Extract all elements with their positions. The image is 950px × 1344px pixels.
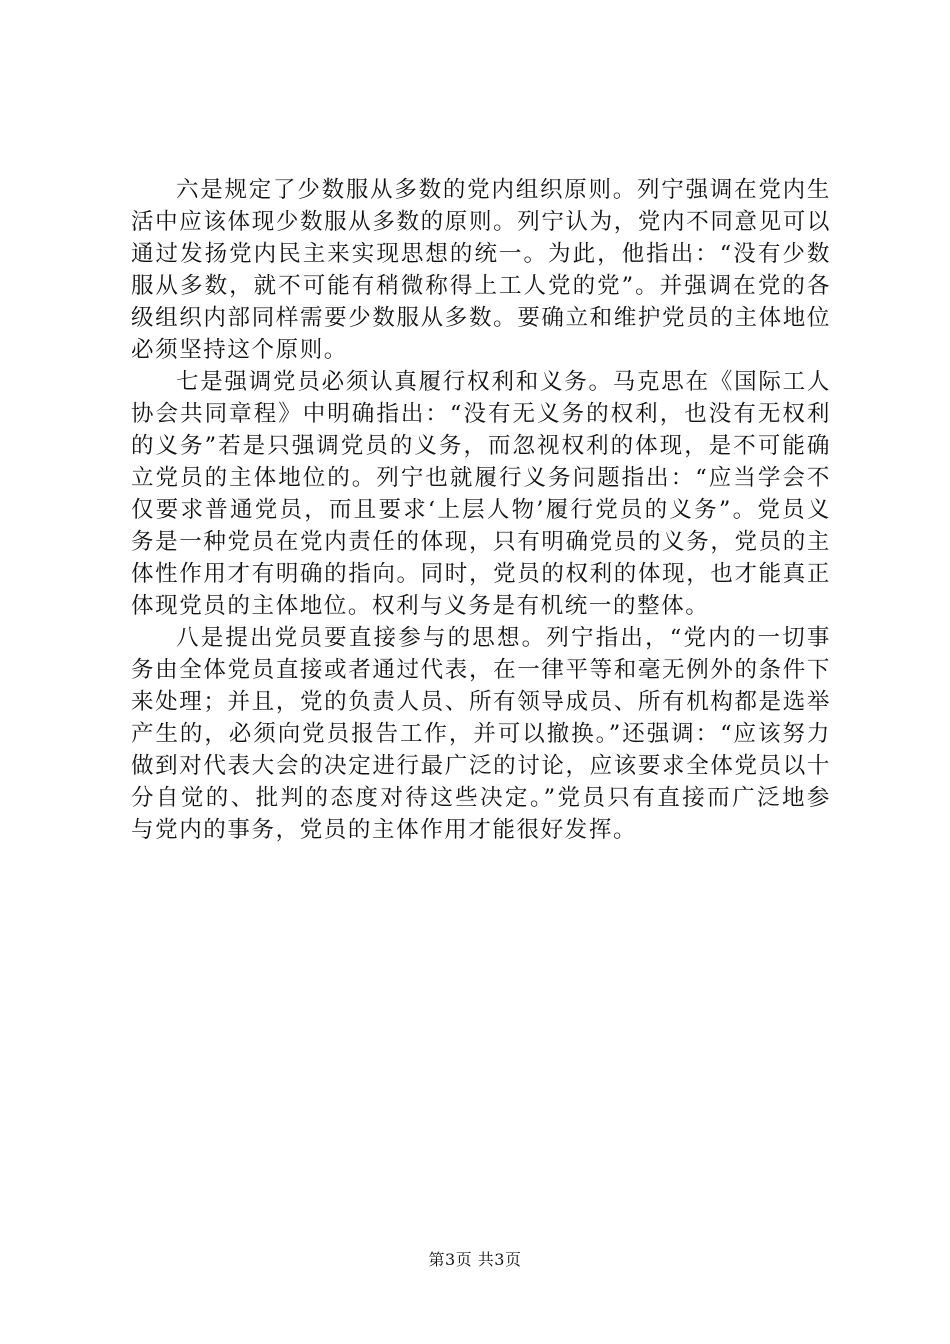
page-footer (0, 1247, 950, 1270)
paragraph-seven: 七是强调党员必须认真履行权利和义务。马克思在《国际工人协会共同章程》中明确指出：“没有无义务的权利，也没有无权利的义务”若是只强调党员的义务，而忽视权利的体现，是不可能确立党员的主体地位的。列宁也就履行义务问题指出：“应当学会不仅要求普通党员，而且要求‘上层人物’履行党员的义务”。党员义务是一种党员在党内责任的体现，只有明确党员的义务，党员的主体性作用才有明确的指向。同时，党员的权利的体现，也才能真正体现党员的主体地位。权利与义务是有机统一的整体。 (131, 369, 831, 619)
document-body (131, 174, 831, 846)
paragraph-eight: 八是提出党员要直接参与的思想。列宁指出，“党内的一切事务由全体党员直接或者通过代表，在一律平等和毫无例外的条件下来处理；并且，党的负责人员、所有领导成员、所有机构都是选举产生的，必须向党员报告工作，并可以撤换。”还强调：“应该努力做到对代表大会的决定进行最广泛的讨论，应该要求全体党员以十分自觉的、批判的态度对待这些决定。”党员只有直接而广泛地参与党内的事务，党员的主体作用才能很好发挥。 (131, 625, 831, 843)
paragraph-six: 六是规定了少数服从多数的党内组织原则。列宁强调在党内生活中应该体现少数服从多数的原则。列宁认为，党内不同意见可以通过发扬党内民主来实现思想的统一。为此，他指出：“没有少数服从多数，就不可能有稍微称得上工人党的党”。并强调在党的各级组织内部同样需要少数服从多数。要确立和维护党员的主体地位必须坚持这个原则。 (131, 177, 831, 363)
page-number-label: 第3页 共3页 (428, 1250, 522, 1269)
